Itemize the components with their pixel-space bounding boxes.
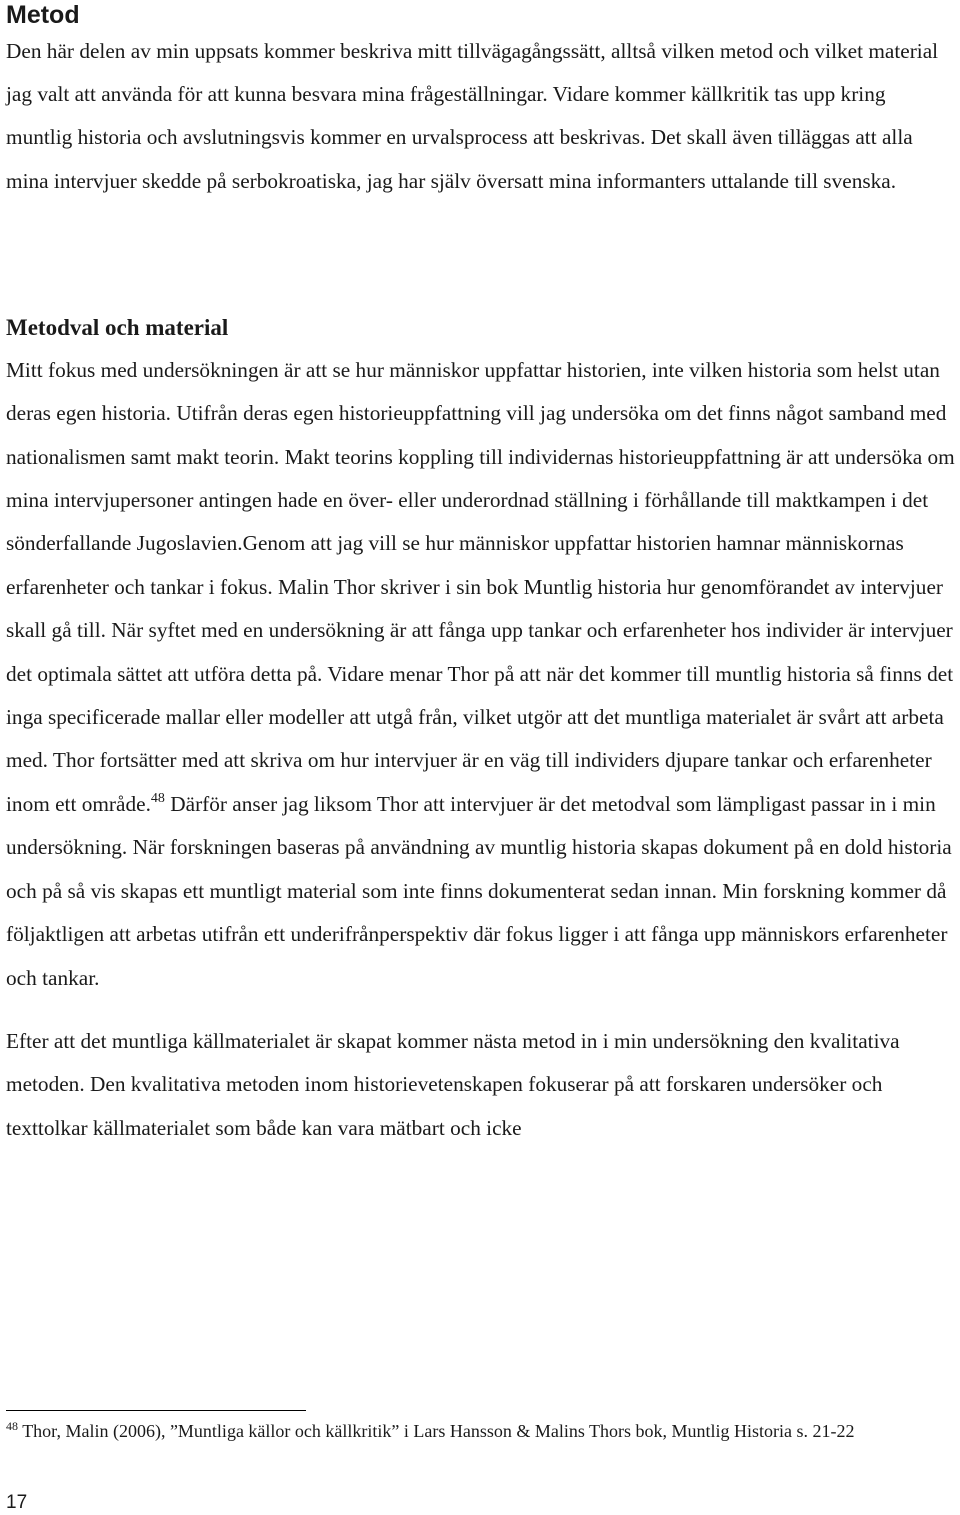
footnote-reference[interactable]: 48 (150, 790, 165, 806)
section-spacer (6, 203, 956, 306)
footnote-separator (6, 1410, 306, 1411)
footnote-number: 48 (6, 1419, 18, 1433)
paragraph-text-before-ref: Mitt fokus med undersökningen är att se hur människor uppfattar historien, inte vilken historia som helst utan deras egen historia. Utifrån deras egen historieuppfattning vill jag undersöka om det finns något samband med nationalismen samt makt teorin. Makt teorins koppling till individernas historieuppfattning är att undersöka om mina intervjupersoner antingen hade en över- eller underordnad ställning i förhållande till maktkampen i det sönderfallande Jugoslavien.Genom att jag vill se hur människor uppfattar historien hamnar människornas erfarenheter och tankar i fokus. Malin Thor skriver i sin bok Muntlig historia hur genomförandet av intervjuer skall gå till. När syftet med en undersökning är att fånga upp tankar och erfarenheter hos individer är intervjuer det optimala sättet att utföra detta på. Vidare menar Thor på att när det kommer till muntlig historia så finns det inga specificerade mallar eller modeller att utgå från, vilket utgör att det muntliga materialet är svårt att arbeta med. Thor fortsätter med att skriva om hur intervjuer är en väg till individers djupare tankar och erfarenheter inom ett område. (6, 357, 955, 816)
page-number: 17 (6, 1492, 28, 1513)
page-heading: Metod (6, 1, 80, 29)
paragraph-text-after-ref: Därför anser jag liksom Thor att intervjuer är det metodval som lämpligast passar in i min undersökning. När forskningen baseras på användning av muntlig historia skapas dokument på en dold historia och på så vis skapas ett muntligt material som inte finns dokumenterat sedan innan. Min forskning kommer då följaktligen att arbetas utifrån ett underifrånperspektiv där fokus ligger i att fånga upp människors erfarenheter och tankar. (6, 791, 952, 990)
document-page (6, 0, 956, 1150)
footnote-text: Thor, Malin (2006), ”Muntliga källor och källkritik” i Lars Hansson & Malins Thors bok, Muntlig Historia s. 21-22 (22, 1421, 855, 1441)
section-paragraph-1 (6, 349, 956, 1000)
footnote (6, 1419, 956, 1444)
section-heading: Metodval och material (6, 314, 229, 340)
intro-paragraph: Den här delen av min uppsats kommer beskriva mitt tillvägagångssätt, alltså vilken metod och vilket material jag valt att använda för att kunna besvara mina frågeställningar. Vidare kommer källkritik tas upp kring muntlig historia och avslutningsvis kommer en urvalsprocess att beskrivas. Det skall även tilläggas att alla mina intervjuer skedde på serbokroatiska, jag har själv översatt mina informanters uttalande till svenska. (6, 39, 939, 193)
section-paragraph-2: Efter att det muntliga källmaterialet är skapat kommer nästa metod in i min undersökning den kvalitativa metoden. Den kvalitativa metoden inom historievetenskapen fokuserar på att forskaren undersöker och texttolkar källmaterialet som både kan vara mätbart och icke (6, 1028, 900, 1140)
